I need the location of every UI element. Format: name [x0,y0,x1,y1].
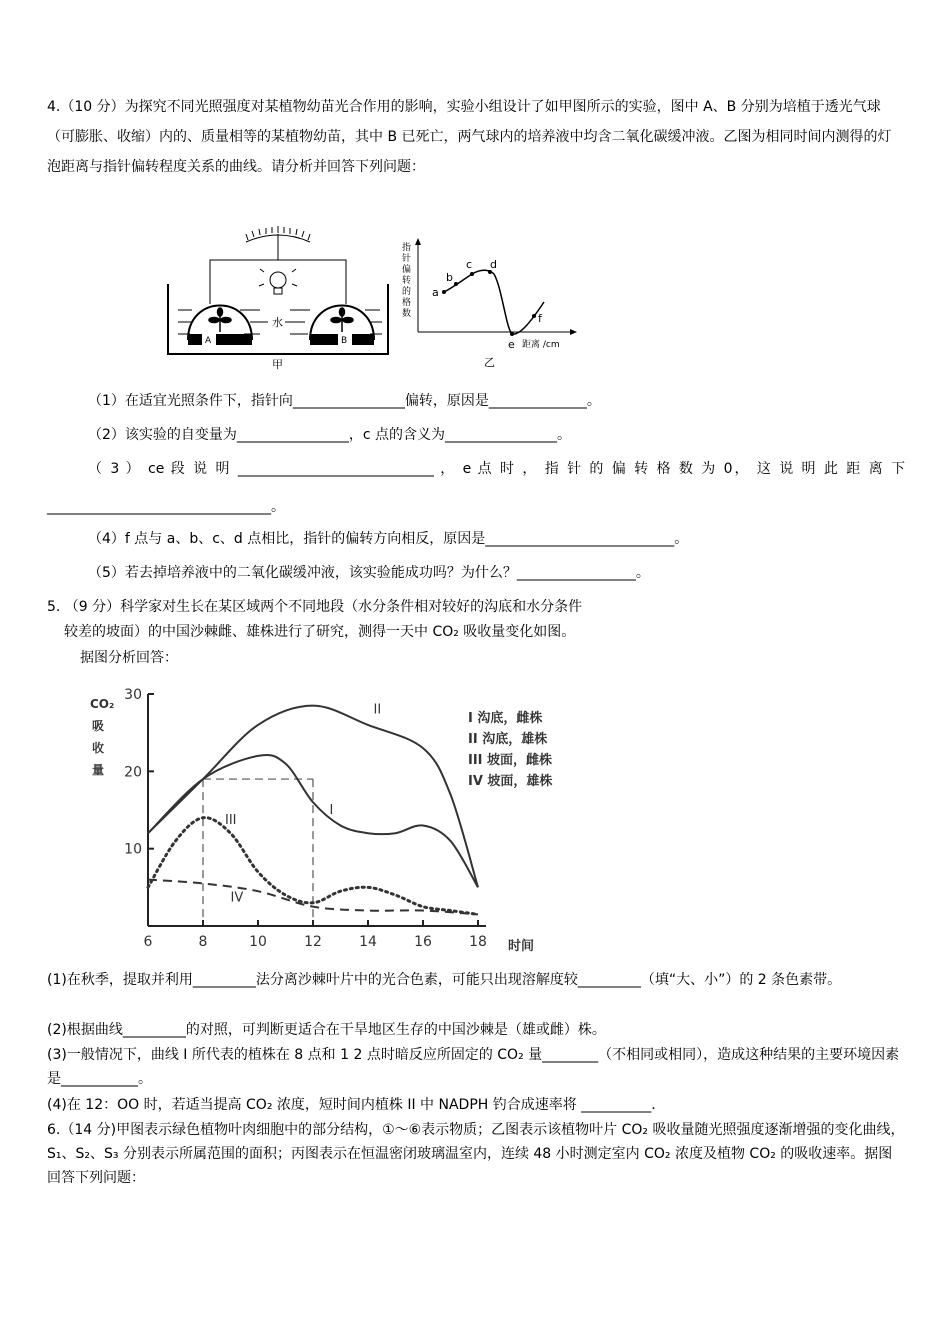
x-tick-label: 6 [143,934,153,950]
q5-line3: 据图分析回答： [80,650,178,666]
fig-yi-ylabel: 指针偏转的格数 [402,243,412,319]
series-iii-label: III [225,812,237,828]
series-iv-label: IV [230,890,244,906]
plant-a-label: A [205,336,212,346]
legend-item: IV 坡面，雄株 [468,774,553,789]
x-tick-label: 14 [359,934,377,950]
fig-yi-xlabel: 距离 /cm [522,340,560,350]
q4-sub1: （1）在适宜光照条件下，指针向________________偏转，原因是______________。 [88,393,601,409]
point-d: d [490,258,497,271]
plant-b-label: B [341,336,348,346]
y-axis-label: CO₂ 吸收量 [90,697,115,777]
x-tick-label: 12 [304,934,322,950]
point-b: b [446,271,453,284]
q6-text: 6.（14 分)甲图表示绿色植物叶肉细胞中的部分结构，①～⑥表示物质；乙图表示该植物叶片 CO₂ 吸收量随光照强度逐渐增强的变化曲线，S₁、S₂、S₃ 分别表示所属范围的面积；丙图表示在恒温密闭玻璃温室内，连续 48 小时测定室内 CO₂ 浓度及植物 CO₂ 的吸收速率。据图回答下列问题： [47,1122,905,1186]
series-ii-label: II [373,702,382,718]
legend-item: I 沟底，雌株 [468,711,543,726]
x-tick-label: 18 [469,934,487,950]
q4-sub4: （4）f 点与 a、b、c、d 点相比，指针的偏转方向相反，原因是___________________________。 [88,531,689,547]
q5-sub4: (4)在 12：OO 时，若适当提高 CO₂ 浓度，短时间内植株 II 中 NADPH 钓合成速率将 __________. [47,1097,656,1113]
point-f: f [538,312,542,325]
x-tick-label: 10 [249,934,267,950]
legend-item: III 坡面，雌株 [468,753,553,768]
fig-jia-caption: 甲 [272,358,283,371]
fig-yi-caption: 乙 [484,356,495,369]
series-i-label: I [329,802,334,818]
point-e: e [508,338,515,351]
q5-sub1: (1)在秋季，提取并利用_________法分离沙棘叶片中的光合色素，可能只出现溶解度较_________（填“大、小”）的 2 条色素带。 [47,972,842,988]
q4-sub5: （5）若去掉培养液中的二氧化碳缓冲液，该实验能成功吗？为什么？_________________。 [88,565,650,581]
water-label: 水 [272,316,283,329]
point-c: c [466,258,473,271]
x-tick-label: 8 [198,934,208,950]
q5-line2: 较差的坡面）的中国沙棘雌、雄株进行了研究，测得一天中 CO₂ 吸收量变化如图。 [64,624,576,640]
y-tick-label: 10 [124,841,142,858]
q4-intro: 4.（10 分）为探究不同光照强度对某植物幼苗光合作用的影响，实验小组设计了如甲图所示的实验，图中 A、B 分别为培植于透光气球（可膨胀、收缩）内的、质量相等的某植物幼苗，其中 B 已死亡，两气球内的培养液中均含二氧化碳缓冲液。乙图为相同时间内测得的灯泡距离与指针偏转程度关系的曲线。请分析并回答下列问题： [47,99,892,175]
x-tick-label: 16 [414,934,432,950]
figure-jia [160,222,400,372]
point-a: a [432,286,439,299]
x-axis-label: 时间 [508,939,535,954]
figure-yi [398,236,580,372]
legend-item: II 沟底，雄株 [468,732,548,747]
q5-sub2: (2)根据曲线_________的对照，可判断更适合在干旱地区生存的中国沙棘是（雄或雌）株。 [47,1022,606,1038]
q4-sub3a: （ 3 ） ce 段 说 明 ____________________________ ， e 点 时 ， 指 针 的 偏 转 格 数 为 0， 这 说 明 此 距 离 下 [88,461,905,477]
q4-sub3b: ________________________________。 [47,499,285,515]
y-tick-label: 20 [124,764,142,781]
q5-line1: 5. （9 分）科学家对生长在某区域两个不同地段（水分条件相对较好的沟底和水分条件 [47,599,583,615]
q5-sub3: (3)一般情况下，曲线 I 所代表的植株在 8 点和 1 2 点时暗反应所固定的 CO₂ 量________（不相同或相同），造成这种结果的主要环境因素是___________。 [47,1047,900,1087]
y-tick-label: 30 [124,687,142,703]
co2-uptake-chart [80,682,580,962]
q4-sub2: （2）该实验的自变量为________________，c 点的含义为________________。 [88,427,572,443]
